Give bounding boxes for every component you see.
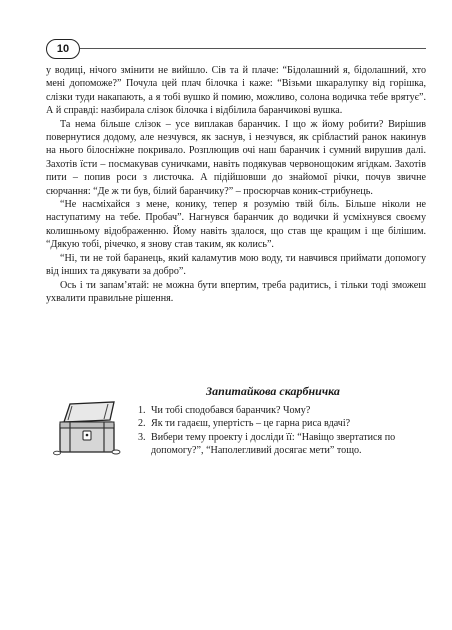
question-number: 1. [138,405,146,416]
question-text: Чи тобі сподобався баранчик? Чому? [151,405,311,416]
section-title: Запитайкова скарбничка [206,384,340,398]
page-header [46,39,426,61]
paragraph-4: “Ні, ти не той баранець, який каламутив мою воду, ти навчився приймати допомогу від інших та дякувати за добро”. [46,252,426,278]
list-item [138,417,428,430]
question-number: 3. [138,431,146,443]
page-number: 10 [46,39,80,59]
paragraph-5: Ось і ти запам’ятай: не можна бути впертим, треба радитись, і тільки тоді зможеш ухвалити правильне рішення. [46,279,426,304]
header-rule [80,48,426,49]
question-number: 2. [138,418,146,430]
paragraph-1: у водиці, нічого змінити не вийшло. Сів та й плаче: “Бідолашний я, бідолашний, хто мені допоможе?” Почула цей плач білочка і каже: “Візьми шкаралупку від горішка, слізки туди накапають, а я тобі вушко й помию, можливо, солона водичка тебе врятує”. А й справді: назбирала слізок білочка і відбілила баранчикові вушка. [46,65,426,117]
list-item [138,431,428,458]
paragraph-2: Та нема більше слізок – усе виплакав баранчик. І що ж йому робити? Вирішив повернутися додому, але незчувся, як заснув, і незчувся, як срібластий ранок накинув на нього білосніжне покривало. Розплющив очі наш баранчик і сумний вирушив далі. Захотів їсти – посмакував суничками, навіть подякував червонощоким ягідкам. Захотів пити – попив роси з листочка. А підійшовши до знайомої річки, почув звичне сюрчання: “Де ж ти був, білий баранчику?” – просюрчав коник-стрибунець. [46,118,426,197]
story-text [46,64,426,305]
list-item [138,404,428,417]
paragraph-3: “Не насміхайся з мене, конику, тепер я розумію твій біль. Більше ніколи не наступатиму на тебе. Пробач”. Нагнувся баранчик до водички й усміхнувся своєму колишньому відображенню. Йому навіть здалося, що став ще кращим і ще білішим. “Дякую тобі, річечко, я знову став таким, як колись”. [46,199,426,251]
question-text: Як ти гадаєш, упертість – це гарна риса вдачі? [151,418,351,430]
question-text: Вибери тему проекту і досліди її: “Навіщо звертатися по допомогу?”, “Наполегливий досягає мети” тощо. [151,431,396,457]
questions-list [138,404,428,458]
treasure-chest-icon [52,398,122,456]
